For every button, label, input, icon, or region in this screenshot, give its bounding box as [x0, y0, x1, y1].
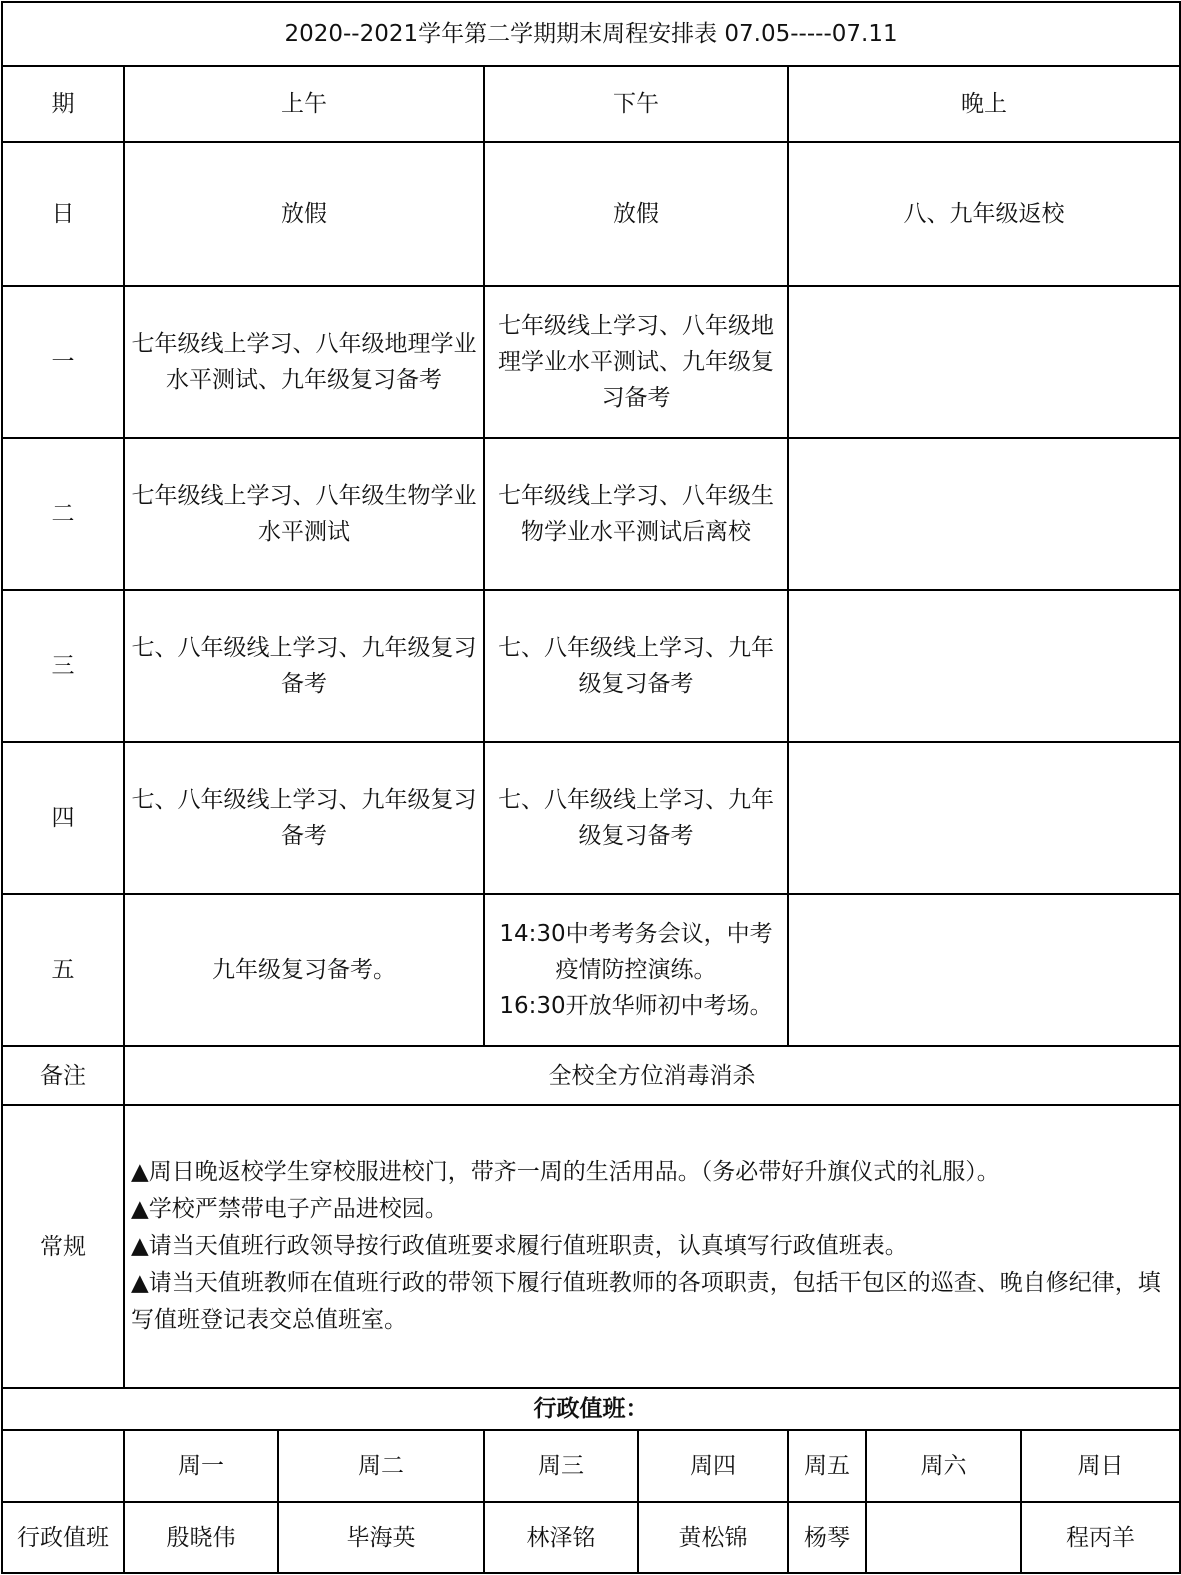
afternoon-cell: 七年级线上学习、八年级生物学业水平测试后离校 — [484, 438, 788, 590]
afternoon-cell — [484, 894, 788, 1046]
weekday-label: 周四 — [638, 1430, 788, 1502]
weekday-label: 周一 — [124, 1430, 278, 1502]
weekday-label: 周日 — [1021, 1430, 1180, 1502]
evening-cell — [788, 742, 1180, 894]
table-row — [2, 894, 1180, 1046]
table-row — [2, 142, 1180, 286]
afternoon-cell: 七、八年级线上学习、九年级复习备考 — [484, 742, 788, 894]
duty-name: 林泽铭 — [484, 1502, 638, 1573]
afternoon-cell: 七、八年级线上学习、九年级复习备考 — [484, 590, 788, 742]
morning-cell: 七年级线上学习、八年级地理学业水平测试、九年级复习备考 — [124, 286, 484, 438]
remarks-text: 全校全方位消毒消杀 — [124, 1046, 1180, 1105]
duty-name: 殷晓伟 — [124, 1502, 278, 1573]
routine-item: ▲请当天值班教师在值班行政的带领下履行值班教师的各项职责，包括干包区的巡查、晚自修纪律，填写值班登记表交总值班室。 — [131, 1270, 1161, 1333]
table-row — [2, 590, 1180, 742]
morning-cell: 九年级复习备考。 — [124, 894, 484, 1046]
day-label: 四 — [2, 742, 124, 894]
table-row — [2, 742, 1180, 894]
evening-cell: 八、九年级返校 — [788, 142, 1180, 286]
weekly-schedule-table — [1, 1, 1181, 1574]
routine-notes — [124, 1105, 1180, 1388]
afternoon-line: 16:30开放华师初中考场。 — [499, 993, 773, 1019]
afternoon-line: 14:30中考考务会议，中考疫情防控演练。 — [499, 921, 773, 983]
duty-name: 黄松锦 — [638, 1502, 788, 1573]
duty-names-row — [2, 1502, 1180, 1573]
table-row — [2, 286, 1180, 438]
routine-item: ▲请当天值班行政领导按行政值班要求履行值班职责，认真填写行政值班表。 — [131, 1233, 908, 1259]
header-morning: 上午 — [124, 66, 484, 142]
day-label: 日 — [2, 142, 124, 286]
morning-cell: 七、八年级线上学习、九年级复习备考 — [124, 590, 484, 742]
weekday-label: 周三 — [484, 1430, 638, 1502]
table-row — [2, 438, 1180, 590]
duty-weekday-row — [2, 1430, 1180, 1502]
duty-row-label: 行政值班 — [2, 1502, 124, 1573]
evening-cell — [788, 286, 1180, 438]
morning-cell: 七年级线上学习、八年级生物学业水平测试 — [124, 438, 484, 590]
routine-item: ▲学校严禁带电子产品进校园。 — [131, 1196, 448, 1222]
duty-name: 程丙羊 — [1021, 1502, 1180, 1573]
duty-name: 毕海英 — [278, 1502, 484, 1573]
duty-heading: 行政值班： — [2, 1388, 1180, 1430]
duty-corner — [2, 1430, 124, 1502]
duty-name — [866, 1502, 1021, 1573]
header-evening: 晚上 — [788, 66, 1180, 142]
routine-label: 常规 — [2, 1105, 124, 1388]
day-label: 五 — [2, 894, 124, 1046]
day-label: 三 — [2, 590, 124, 742]
afternoon-cell: 七年级线上学习、八年级地理学业水平测试、九年级复习备考 — [484, 286, 788, 438]
evening-cell — [788, 590, 1180, 742]
afternoon-cell: 放假 — [484, 142, 788, 286]
morning-cell: 七、八年级线上学习、九年级复习备考 — [124, 742, 484, 894]
header-period: 期 — [2, 66, 124, 142]
duty-name: 杨琴 — [788, 1502, 866, 1573]
header-afternoon: 下午 — [484, 66, 788, 142]
day-label: 二 — [2, 438, 124, 590]
page-title: 2020--2021学年第二学期期末周程安排表 07.05-----07.11 — [2, 2, 1180, 66]
weekday-label: 周二 — [278, 1430, 484, 1502]
evening-cell — [788, 894, 1180, 1046]
routine-item: ▲周日晚返校学生穿校服进校门，带齐一周的生活用品。（务必带好升旗仪式的礼服）。 — [131, 1159, 1000, 1185]
day-label: 一 — [2, 286, 124, 438]
evening-cell — [788, 438, 1180, 590]
weekday-label: 周六 — [866, 1430, 1021, 1502]
remarks-label: 备注 — [2, 1046, 124, 1105]
morning-cell: 放假 — [124, 142, 484, 286]
weekday-label: 周五 — [788, 1430, 866, 1502]
